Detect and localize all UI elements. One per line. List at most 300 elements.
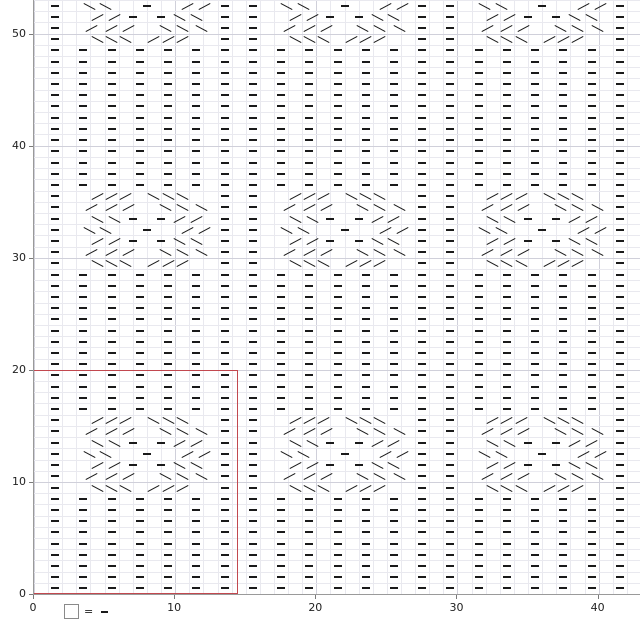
purl-stitch-symbol	[475, 408, 483, 410]
purl-stitch-symbol	[192, 105, 200, 107]
purl-stitch-symbol	[503, 274, 511, 276]
purl-stitch-symbol	[503, 184, 511, 186]
purl-stitch-symbol	[588, 72, 596, 74]
purl-stitch-symbol	[221, 318, 229, 320]
travelling-stitch-symbol	[543, 260, 555, 267]
purl-stitch-symbol	[221, 61, 229, 63]
purl-stitch-symbol	[136, 285, 144, 287]
purl-stitch-symbol	[446, 251, 454, 253]
gridline-horizontal	[34, 0, 640, 1]
purl-stitch-symbol	[503, 408, 511, 410]
x-tick-mark	[598, 595, 599, 599]
travelling-stitch-symbol	[281, 3, 293, 10]
purl-stitch-symbol	[249, 262, 257, 264]
purl-stitch-symbol	[221, 83, 229, 85]
purl-stitch-symbol	[503, 565, 511, 567]
purl-stitch-symbol	[390, 83, 398, 85]
purl-stitch-symbol	[390, 576, 398, 578]
purl-stitch-symbol	[305, 509, 313, 511]
purl-stitch-symbol	[362, 509, 370, 511]
travelling-stitch-symbol	[495, 3, 507, 10]
purl-stitch-symbol	[334, 520, 342, 522]
purl-stitch-symbol	[79, 307, 87, 309]
purl-stitch-symbol	[136, 352, 144, 354]
travelling-stitch-symbol	[346, 193, 358, 200]
purl-stitch-symbol	[334, 531, 342, 533]
travelling-stitch-symbol	[591, 473, 603, 480]
purl-stitch-symbol	[531, 61, 539, 63]
purl-stitch-symbol	[390, 543, 398, 545]
travelling-stitch-symbol	[557, 417, 569, 424]
purl-stitch-symbol	[136, 330, 144, 332]
purl-stitch-symbol	[559, 543, 567, 545]
purl-stitch-symbol	[192, 285, 200, 287]
travelling-stitch-symbol	[106, 249, 118, 256]
travelling-stitch-symbol	[543, 36, 555, 43]
purl-stitch-symbol	[362, 49, 370, 51]
purl-stitch-symbol	[108, 352, 116, 354]
purl-stitch-symbol	[221, 184, 229, 186]
purl-stitch-symbol	[51, 330, 59, 332]
purl-stitch-symbol	[475, 184, 483, 186]
gridline-horizontal	[34, 269, 640, 270]
purl-stitch-symbol	[249, 117, 257, 119]
travelling-stitch-symbol	[360, 193, 372, 200]
purl-stitch-symbol	[390, 139, 398, 141]
purl-stitch-symbol	[249, 16, 257, 18]
travelling-stitch-symbol	[360, 260, 372, 267]
purl-stitch-symbol	[51, 61, 59, 63]
purl-stitch-symbol	[531, 531, 539, 533]
purl-stitch-symbol	[446, 374, 454, 376]
purl-stitch-symbol	[192, 139, 200, 141]
purl-stitch-symbol	[418, 173, 426, 175]
purl-stitch-symbol	[249, 363, 257, 365]
purl-stitch-symbol	[390, 386, 398, 388]
purl-stitch-symbol	[362, 397, 370, 399]
purl-stitch-symbol	[362, 520, 370, 522]
purl-stitch-symbol	[559, 173, 567, 175]
travelling-stitch-symbol	[360, 485, 372, 492]
purl-stitch-symbol	[79, 162, 87, 164]
purl-stitch-symbol	[475, 554, 483, 556]
purl-stitch-symbol	[559, 386, 567, 388]
purl-stitch-symbol	[418, 475, 426, 477]
purl-stitch-symbol	[616, 150, 624, 152]
travelling-stitch-symbol	[591, 25, 603, 32]
purl-stitch-symbol	[616, 576, 624, 578]
purl-stitch-symbol	[192, 83, 200, 85]
purl-stitch-symbol	[334, 173, 342, 175]
travelling-stitch-symbol	[396, 3, 408, 10]
purl-stitch-symbol	[475, 498, 483, 500]
purl-stitch-symbol	[446, 128, 454, 130]
travelling-stitch-symbol	[303, 473, 315, 480]
purl-stitch-symbol	[418, 509, 426, 511]
purl-stitch-symbol	[418, 105, 426, 107]
travelling-stitch-symbol	[571, 428, 583, 435]
purl-stitch-symbol	[249, 251, 257, 253]
travelling-stitch-symbol	[501, 204, 513, 211]
purl-stitch-symbol	[249, 576, 257, 578]
purl-stitch-symbol	[588, 184, 596, 186]
travelling-stitch-symbol	[303, 485, 315, 492]
purl-stitch-symbol	[108, 318, 116, 320]
travelling-stitch-symbol	[594, 3, 606, 10]
travelling-stitch-symbol	[148, 193, 160, 200]
purl-stitch-symbol	[418, 430, 426, 432]
travelling-stitch-symbol	[543, 417, 555, 424]
purl-stitch-symbol	[221, 195, 229, 197]
purl-stitch-symbol	[531, 554, 539, 556]
purl-stitch-symbol	[616, 475, 624, 477]
purl-stitch-symbol	[334, 318, 342, 320]
purl-stitch-symbol	[277, 162, 285, 164]
travelling-stitch-symbol	[380, 451, 392, 458]
travelling-stitch-symbol	[571, 204, 583, 211]
purl-stitch-symbol	[390, 150, 398, 152]
purl-stitch-symbol	[221, 5, 229, 7]
chart-legend	[64, 604, 111, 619]
purl-stitch-symbol	[418, 240, 426, 242]
purl-stitch-symbol	[475, 139, 483, 141]
purl-stitch-symbol	[559, 105, 567, 107]
travelling-stitch-symbol	[396, 451, 408, 458]
purl-stitch-symbol	[305, 408, 313, 410]
purl-stitch-symbol	[249, 520, 257, 522]
purl-stitch-symbol	[305, 330, 313, 332]
purl-stitch-symbol	[305, 576, 313, 578]
purl-stitch-symbol	[588, 94, 596, 96]
purl-stitch-symbol	[362, 61, 370, 63]
purl-stitch-symbol	[249, 318, 257, 320]
purl-stitch-symbol	[559, 296, 567, 298]
purl-stitch-symbol	[249, 397, 257, 399]
gridline-horizontal	[34, 247, 640, 248]
purl-stitch-symbol	[136, 162, 144, 164]
purl-stitch-symbol	[277, 587, 285, 589]
purl-stitch-symbol	[503, 554, 511, 556]
purl-stitch-symbol	[277, 61, 285, 63]
travelling-stitch-symbol	[317, 417, 329, 424]
purl-stitch-symbol	[277, 498, 285, 500]
purl-stitch-symbol	[277, 173, 285, 175]
purl-stitch-symbol	[390, 307, 398, 309]
purl-stitch-symbol	[390, 330, 398, 332]
purl-stitch-symbol	[503, 128, 511, 130]
purl-stitch-symbol	[277, 576, 285, 578]
purl-stitch-symbol	[475, 318, 483, 320]
purl-stitch-symbol	[136, 117, 144, 119]
purl-stitch-symbol	[446, 363, 454, 365]
travelling-stitch-symbol	[317, 260, 329, 267]
purl-stitch-symbol	[249, 531, 257, 533]
purl-stitch-symbol	[503, 363, 511, 365]
purl-stitch-symbol	[51, 229, 59, 231]
purl-stitch-symbol	[588, 105, 596, 107]
purl-stitch-symbol	[531, 397, 539, 399]
travelling-stitch-symbol	[571, 417, 583, 424]
purl-stitch-symbol	[616, 464, 624, 466]
travelling-stitch-symbol	[501, 260, 513, 267]
purl-stitch-symbol	[108, 49, 116, 51]
purl-stitch-symbol	[334, 296, 342, 298]
purl-stitch-symbol	[446, 83, 454, 85]
purl-stitch-symbol	[249, 587, 257, 589]
purl-stitch-symbol	[418, 520, 426, 522]
purl-stitch-symbol	[616, 419, 624, 421]
purl-stitch-symbol	[164, 83, 172, 85]
travelling-stitch-symbol	[571, 260, 583, 267]
purl-stitch-symbol	[446, 543, 454, 545]
gridline-horizontal	[34, 22, 640, 23]
travelling-stitch-symbol	[374, 417, 386, 424]
purl-stitch-symbol	[616, 5, 624, 7]
purl-stitch-symbol	[418, 83, 426, 85]
purl-stitch-symbol	[503, 386, 511, 388]
purl-stitch-symbol	[418, 330, 426, 332]
purl-stitch-symbol	[503, 105, 511, 107]
x-axis-tick-label: 10	[167, 601, 182, 614]
travelling-stitch-symbol	[394, 249, 406, 256]
purl-stitch-symbol	[559, 94, 567, 96]
purl-stitch-symbol	[475, 374, 483, 376]
travelling-stitch-symbol	[83, 227, 95, 234]
purl-stitch-symbol	[249, 386, 257, 388]
purl-stitch-symbol	[79, 117, 87, 119]
purl-stitch-symbol	[221, 139, 229, 141]
purl-stitch-symbol	[588, 49, 596, 51]
purl-stitch-symbol	[446, 195, 454, 197]
purl-stitch-symbol	[277, 554, 285, 556]
purl-stitch-symbol	[616, 296, 624, 298]
x-tick-mark	[33, 595, 34, 599]
travelling-stitch-symbol	[106, 25, 118, 32]
purl-stitch-symbol	[192, 363, 200, 365]
purl-stitch-symbol	[334, 184, 342, 186]
travelling-stitch-symbol	[298, 451, 310, 458]
purl-stitch-symbol	[334, 386, 342, 388]
purl-stitch-symbol	[164, 94, 172, 96]
purl-stitch-symbol	[277, 341, 285, 343]
purl-stitch-symbol	[249, 498, 257, 500]
travelling-stitch-symbol	[594, 451, 606, 458]
purl-stitch-symbol	[136, 94, 144, 96]
purl-stitch-symbol	[446, 61, 454, 63]
y-axis-tick-label: 30	[12, 250, 26, 264]
y-axis-tick-label: 20	[12, 362, 26, 376]
purl-stitch-symbol	[503, 374, 511, 376]
purl-stitch-symbol	[559, 352, 567, 354]
travelling-stitch-symbol	[176, 249, 188, 256]
purl-stitch-symbol	[164, 105, 172, 107]
legend-equals: =	[84, 605, 94, 618]
travelling-stitch-symbol	[394, 25, 406, 32]
purl-stitch-symbol	[446, 240, 454, 242]
purl-stitch-symbol	[446, 464, 454, 466]
purl-stitch-symbol	[446, 408, 454, 410]
y-tick-mark	[29, 370, 33, 371]
purl-stitch-symbol	[362, 105, 370, 107]
purl-stitch-symbol	[277, 72, 285, 74]
purl-stitch-symbol	[446, 27, 454, 29]
travelling-stitch-symbol	[106, 260, 118, 267]
purl-stitch-symbol	[51, 341, 59, 343]
purl-stitch-symbol	[221, 240, 229, 242]
purl-stitch-symbol	[418, 251, 426, 253]
purl-stitch-symbol	[616, 61, 624, 63]
purl-stitch-symbol	[475, 341, 483, 343]
purl-stitch-symbol	[446, 576, 454, 578]
purl-stitch-symbol	[108, 128, 116, 130]
travelling-stitch-symbol	[289, 193, 301, 200]
purl-stitch-symbol	[249, 274, 257, 276]
purl-stitch-symbol	[305, 128, 313, 130]
purl-stitch-symbol	[616, 285, 624, 287]
purl-stitch-symbol	[616, 442, 624, 444]
purl-stitch-symbol	[418, 453, 426, 455]
travelling-stitch-symbol	[289, 36, 301, 43]
purl-stitch-symbol	[446, 487, 454, 489]
purl-stitch-symbol	[588, 83, 596, 85]
travelling-stitch-symbol	[100, 227, 112, 234]
purl-stitch-symbol	[588, 285, 596, 287]
purl-stitch-symbol	[559, 576, 567, 578]
purl-stitch-symbol	[79, 83, 87, 85]
purl-stitch-symbol	[531, 352, 539, 354]
travelling-stitch-symbol	[571, 25, 583, 32]
travelling-stitch-symbol	[162, 260, 174, 267]
purl-stitch-symbol	[418, 408, 426, 410]
purl-stitch-symbol	[390, 296, 398, 298]
purl-stitch-symbol	[277, 397, 285, 399]
purl-stitch-symbol	[531, 374, 539, 376]
purl-stitch-symbol	[503, 543, 511, 545]
travelling-stitch-symbol	[182, 227, 194, 234]
purl-stitch-symbol	[588, 565, 596, 567]
purl-stitch-symbol	[588, 520, 596, 522]
purl-stitch-symbol	[616, 386, 624, 388]
purl-stitch-symbol	[616, 498, 624, 500]
purl-stitch-symbol	[616, 531, 624, 533]
purl-stitch-symbol	[616, 240, 624, 242]
purl-stitch-symbol	[249, 83, 257, 85]
purl-stitch-symbol	[475, 173, 483, 175]
purl-stitch-symbol	[446, 173, 454, 175]
purl-stitch-symbol	[616, 184, 624, 186]
purl-stitch-symbol	[418, 72, 426, 74]
purl-stitch-symbol	[362, 307, 370, 309]
purl-stitch-symbol	[221, 262, 229, 264]
travelling-stitch-symbol	[289, 462, 301, 469]
purl-stitch-symbol	[418, 341, 426, 343]
purl-stitch-symbol	[362, 341, 370, 343]
purl-stitch-symbol	[503, 498, 511, 500]
purl-stitch-symbol	[390, 184, 398, 186]
purl-stitch-symbol	[418, 195, 426, 197]
purl-stitch-symbol	[616, 38, 624, 40]
purl-stitch-symbol	[418, 285, 426, 287]
purl-stitch-symbol	[108, 83, 116, 85]
purl-stitch-symbol	[446, 206, 454, 208]
purl-stitch-symbol	[164, 352, 172, 354]
purl-stitch-symbol	[390, 509, 398, 511]
purl-stitch-symbol	[446, 150, 454, 152]
purl-stitch-symbol	[475, 307, 483, 309]
purl-stitch-symbol	[475, 509, 483, 511]
travelling-stitch-symbol	[586, 238, 598, 245]
purl-stitch-symbol	[334, 587, 342, 589]
purl-stitch-symbol	[531, 509, 539, 511]
purl-stitch-symbol	[164, 341, 172, 343]
purl-stitch-symbol	[305, 285, 313, 287]
purl-stitch-symbol	[221, 352, 229, 354]
purl-stitch-symbol	[108, 285, 116, 287]
purl-stitch-symbol	[334, 509, 342, 511]
travelling-stitch-symbol	[303, 260, 315, 267]
purl-stitch-symbol	[51, 94, 59, 96]
purl-stitch-symbol	[51, 195, 59, 197]
travelling-stitch-symbol	[374, 204, 386, 211]
purl-stitch-symbol	[51, 318, 59, 320]
purl-stitch-symbol	[531, 386, 539, 388]
gridline-horizontal	[34, 45, 640, 46]
travelling-stitch-symbol	[86, 25, 98, 32]
travelling-stitch-symbol	[586, 216, 598, 223]
gridline-horizontal	[34, 168, 640, 169]
y-tick-mark	[29, 258, 33, 259]
purl-stitch-symbol	[79, 274, 87, 276]
purl-stitch-symbol	[559, 274, 567, 276]
travelling-stitch-symbol	[571, 193, 583, 200]
purl-stitch-symbol	[503, 307, 511, 309]
purl-stitch-symbol	[475, 531, 483, 533]
travelling-stitch-symbol	[284, 428, 296, 435]
purl-stitch-symbol	[475, 543, 483, 545]
purl-stitch-symbol	[588, 509, 596, 511]
purl-stitch-symbol	[418, 128, 426, 130]
x-axis-tick-label: 20	[308, 601, 323, 614]
purl-stitch-symbol	[503, 83, 511, 85]
travelling-stitch-symbol	[501, 473, 513, 480]
purl-stitch-symbol	[51, 5, 59, 7]
purl-stitch-symbol	[559, 162, 567, 164]
purl-stitch-symbol	[136, 307, 144, 309]
purl-stitch-symbol	[164, 150, 172, 152]
purl-stitch-symbol	[192, 352, 200, 354]
purl-stitch-symbol	[362, 565, 370, 567]
purl-stitch-symbol	[559, 150, 567, 152]
travelling-stitch-symbol	[577, 451, 589, 458]
purl-stitch-symbol	[588, 531, 596, 533]
purl-stitch-symbol	[531, 363, 539, 365]
gridline-horizontal	[34, 280, 640, 281]
purl-stitch-symbol	[362, 330, 370, 332]
purl-stitch-symbol	[249, 5, 257, 7]
purl-stitch-symbol	[446, 38, 454, 40]
purl-stitch-symbol	[390, 554, 398, 556]
purl-stitch-symbol	[446, 49, 454, 51]
purl-stitch-symbol	[418, 487, 426, 489]
purl-stitch-symbol	[221, 117, 229, 119]
travelling-stitch-symbol	[86, 204, 98, 211]
purl-stitch-symbol	[616, 318, 624, 320]
purl-stitch-symbol	[503, 576, 511, 578]
purl-stitch-symbol	[418, 419, 426, 421]
purl-stitch-symbol	[588, 498, 596, 500]
purl-stitch-symbol	[503, 285, 511, 287]
purl-stitch-symbol	[446, 162, 454, 164]
